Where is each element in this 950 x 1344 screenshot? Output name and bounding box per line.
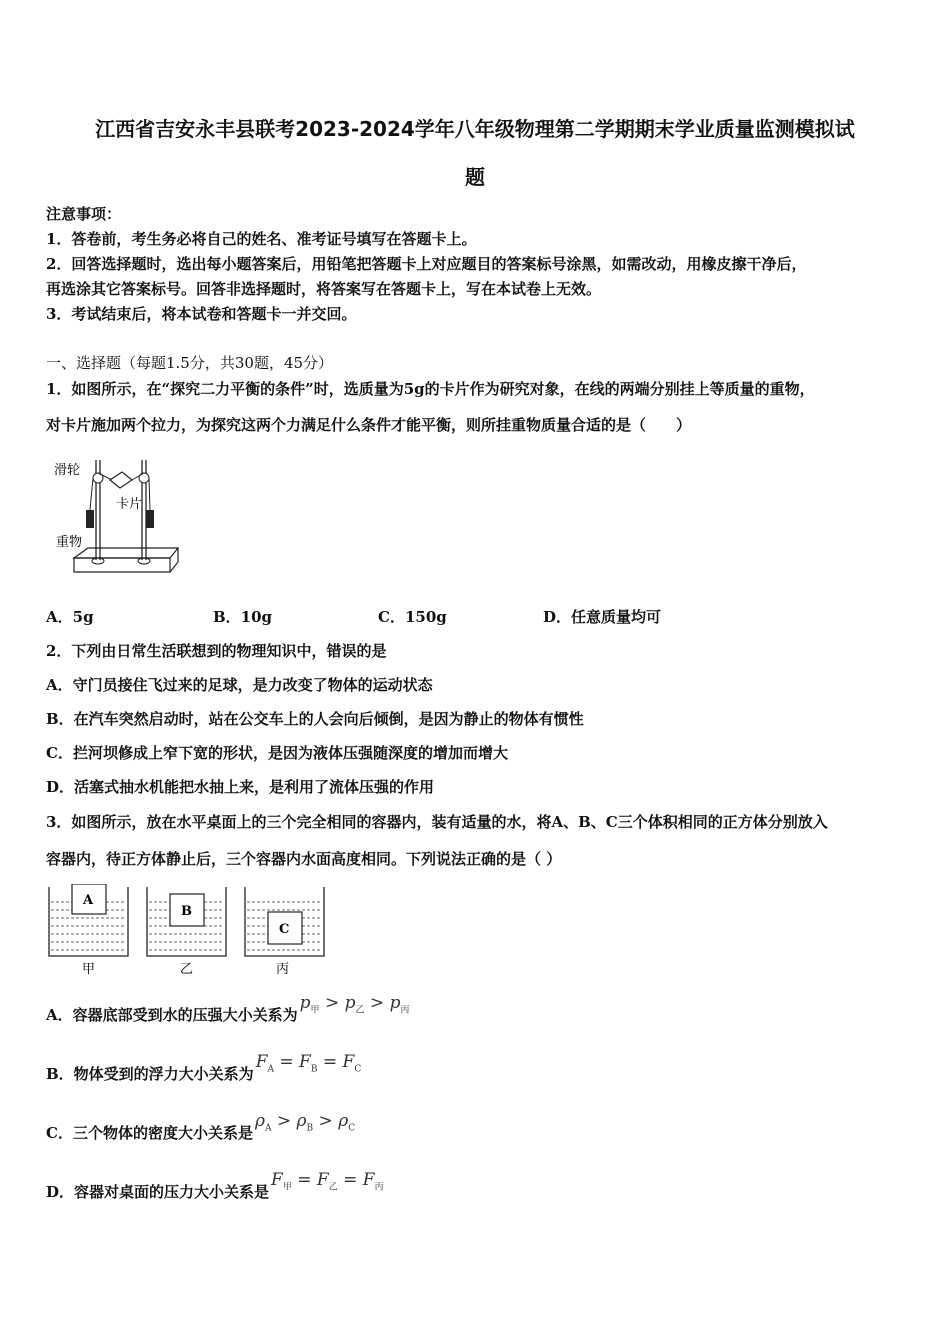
notice-item-2a: 2．回答选择题时，选出每小题答案后，用铅笔把答题卡上对应题目的答案标号涂黑，如需改动，用橡皮擦干净后， xyxy=(46,255,807,273)
q3-option-d[interactable] xyxy=(46,1170,384,1204)
q1-stem-line2: 对卡片施加两个拉力，为探究这两个力满足什么条件才能平衡，则所挂重物质量合适的是（ ） xyxy=(46,416,692,434)
container-yi xyxy=(147,887,226,977)
q2-option-b[interactable]: B．在汽车突然启动时，站在公交车上的人会向后倾倒，是因为静止的物体有惯性 xyxy=(46,710,584,728)
q3-option-b[interactable] xyxy=(46,1052,362,1086)
q1-option-c[interactable]: C．150g xyxy=(378,608,447,626)
q2-stem: 2．下列由日常生活联想到的物理知识中，错误的是 xyxy=(46,642,387,660)
container-bing xyxy=(245,887,324,977)
q3-option-d-text: D．容器对桌面的压力大小关系是 xyxy=(46,1183,270,1201)
block-a: A xyxy=(83,893,94,908)
q3-option-b-formula: $F_A = F_B = F_C$ xyxy=(255,1052,362,1075)
container-jia xyxy=(49,884,128,977)
block-b: B xyxy=(181,904,192,919)
section-heading: 一、选择题（每题1.5分，共30题，45分） xyxy=(46,354,334,372)
label-weight: 重物 xyxy=(56,535,83,550)
q3-stem-line1: 3．如图所示，放在水平桌面上的三个完全相同的容器内，装有适量的水，将A、B、C三个体积相同的正方体分别放入 xyxy=(46,813,828,831)
q1-option-a[interactable]: A．5g xyxy=(46,608,94,626)
q1-option-b[interactable]: B．10g xyxy=(213,608,273,626)
q3-option-a-formula: $p_甲 > p_乙 > p_丙$ xyxy=(299,993,410,1016)
notice-item-2b: 再选涂其它答案标号。回答非选择题时，将答案写在答题卡上，写在本试卷上无效。 xyxy=(46,280,602,298)
label-pulley: 滑轮 xyxy=(54,463,81,478)
q1-stem-line1: 1．如图所示，在“探究二力平衡的条件”时，选质量为5g的卡片作为研究对象，在线的两端分别挂上等质量的重物， xyxy=(46,380,815,398)
label-jia: 甲 xyxy=(82,962,96,977)
label-bing: 丙 xyxy=(276,962,290,977)
q3-option-c-formula: $\rho_A > \rho_B > \rho_C$ xyxy=(254,1111,356,1134)
label-card: 卡片 xyxy=(116,497,143,512)
q2-option-a[interactable]: A．守门员接住飞过来的足球，是力改变了物体的运动状态 xyxy=(46,676,433,694)
q3-option-d-formula: $F_甲 = F_乙 = F_丙$ xyxy=(271,1170,384,1193)
q1-option-d[interactable]: D．任意质量均可 xyxy=(543,608,662,626)
block-c: C xyxy=(279,922,290,937)
q1-pulley-figure xyxy=(52,448,182,583)
notice-item-3: 3．考试结束后，将本试卷和答题卡一并交回。 xyxy=(46,305,357,323)
exam-title-line1: 江西省吉安永丰县联考2023-2024学年八年级物理第二学期期末学业质量监测模拟试 xyxy=(95,117,855,141)
q3-option-a[interactable] xyxy=(46,993,410,1027)
label-yi: 乙 xyxy=(180,962,194,977)
q3-option-b-text: B．物体受到的浮力大小关系为 xyxy=(46,1065,254,1083)
notice-heading: 注意事项： xyxy=(46,205,122,223)
q2-option-d[interactable]: D．活塞式抽水机能把水抽上来，是利用了流体压强的作用 xyxy=(46,778,435,796)
notice-item-1: 1．答卷前，考生务必将自己的姓名、准考证号填写在答题卡上。 xyxy=(46,230,477,248)
exam-title-line2: 题 xyxy=(465,165,485,189)
q3-containers-figure xyxy=(46,884,336,979)
q3-option-a-text: A．容器底部受到水的压强大小关系为 xyxy=(46,1006,298,1024)
q3-option-c[interactable] xyxy=(46,1111,356,1145)
q2-option-c[interactable]: C．拦河坝修成上窄下宽的形状，是因为液体压强随深度的增加而增大 xyxy=(46,744,508,762)
q3-option-c-text: C．三个物体的密度大小关系是 xyxy=(46,1124,253,1142)
q3-stem-line2: 容器内，待正方体静止后，三个容器内水面高度相同。下列说法正确的是（ ） xyxy=(46,850,562,868)
